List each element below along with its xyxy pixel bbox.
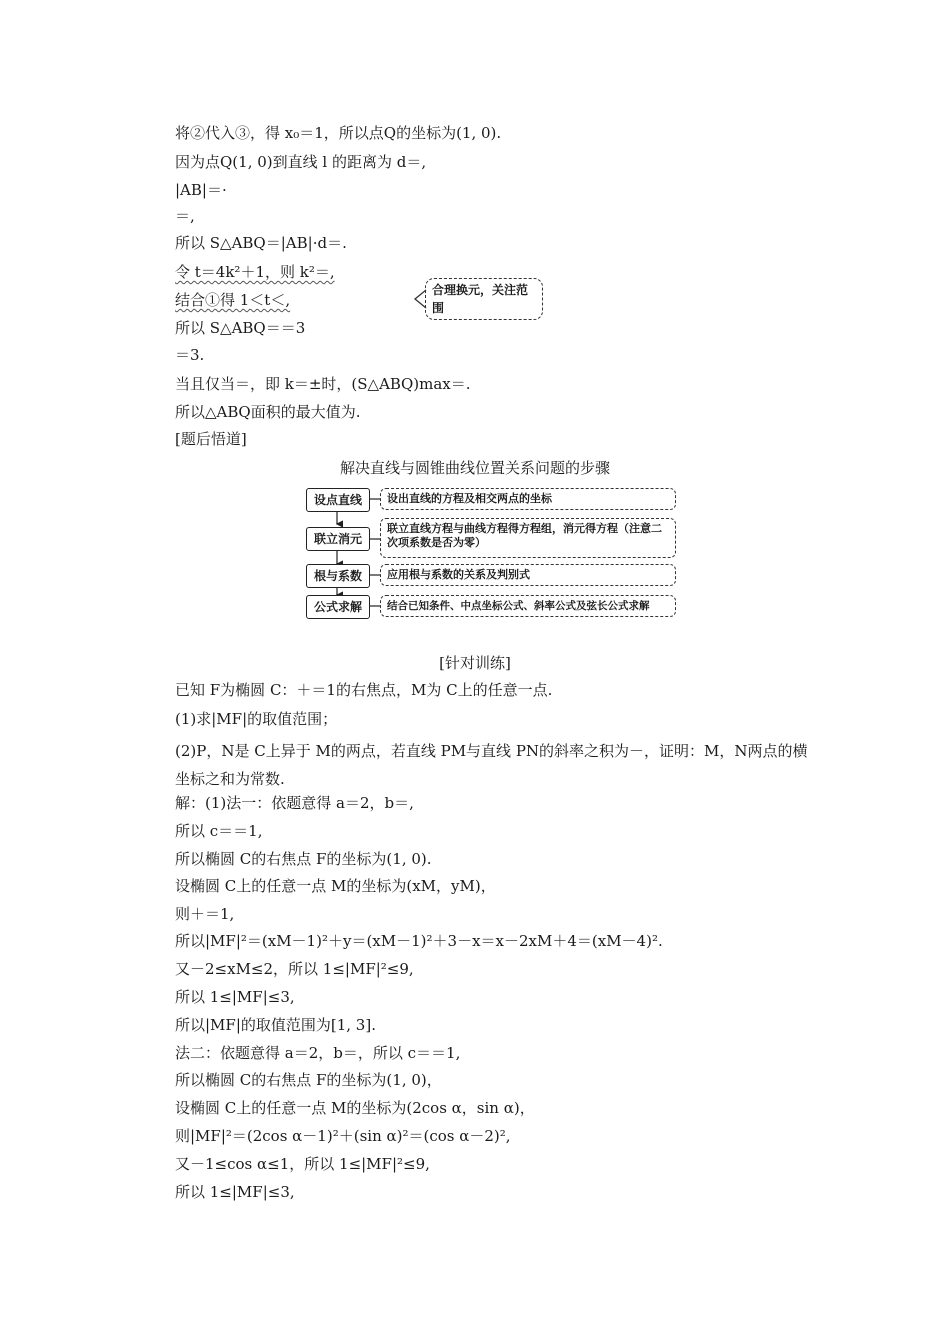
text-line-substitution: 令 t＝4k²＋1，则 k²＝, [175,263,335,281]
step-box: 公式求解 [306,595,370,619]
text-line: 当且仅当＝，即 k＝±时，(S△ABQ)max＝. [175,375,471,393]
text-line-question2: (2)P，N是 C上异于 M的两点，若直线 PM与直线 PN的斜率之积为－，证明：M，N两点的横坐标之和为常数. [175,742,808,788]
step-box: 根与系数 [306,564,370,588]
text-line: 所以 S△ABQ＝|AB|·d＝. [175,234,347,252]
text-line: 所以 1≤|MF|≤3, [175,988,295,1006]
text-line: 所以|MF|的取值范围为[1, 3]. [175,1016,376,1034]
text-line: 所以△ABQ面积的最大值为. [175,403,361,421]
margin-note: 合理换元，关注范围 [425,278,543,320]
step-description: 结合已知条件、中点坐标公式、斜率公式及弦长公式求解 [380,595,676,617]
text-line: (1)求|MF|的取值范围； [175,710,338,728]
text-line: 所以椭圆 C的右焦点 F的坐标为(1, 0). [175,850,432,868]
diagram-title: 解决直线与圆锥曲线位置关系问题的步骤 [339,459,610,477]
text-line: 所以|MF|²＝(xM－1)²＋y＝(xM－1)²＋3－x＝x－2xM＋4＝(xM－4)². [175,932,663,950]
text-line: 所以 1≤|MF|≤3, [175,1183,295,1201]
text-line: 则＋＝1, [175,905,235,923]
step-box: 设点直线 [306,488,370,512]
text-line: 所以椭圆 C的右焦点 F的坐标为(1, 0)， [175,1071,442,1089]
step-description: 应用根与系数的关系及判别式 [380,564,676,586]
text-line: 所以 S△ABQ＝＝3 [175,319,306,337]
text-line: ＝, [175,207,195,225]
text-line-range: 结合①得 1＜t＜, [175,291,291,309]
text-line: 解：(1)法一：依题意得 a＝2，b＝, [175,794,414,812]
text-line: 则|MF|²＝(2cos α－1)²＋(sin α)²＝(cos α－2)², [175,1127,511,1145]
text-line: 所以 c＝＝1, [175,822,263,840]
text-line: ＝3. [175,346,205,364]
training-heading: [针对训练] [439,654,511,672]
text-line: 因为点Q(1, 0)到直线 l 的距离为 d＝, [175,153,427,171]
text-line: 法二：依题意得 a＝2，b＝，所以 c＝＝1, [175,1044,461,1062]
flow-diagram [300,484,680,618]
text-line: 已知 F为椭圆 C：＋＝1的右焦点，M为 C上的任意一点. [175,681,553,699]
step-description: 设出直线的方程及相交两点的坐标 [380,488,676,510]
text-line: 将②代入③，得 x₀＝1，所以点Q的坐标为(1, 0). [175,124,502,142]
text-line: |AB|＝· [175,181,227,199]
text-line: 设椭圆 C上的任意一点 M的坐标为(2cos α，sin α)， [175,1099,535,1117]
step-box: 联立消元 [306,527,370,551]
section-heading: [题后悟道] [175,430,247,448]
text-line: 又－2≤xM≤2，所以 1≤|MF|²≤9, [175,960,414,978]
step-description: 联立直线方程与曲线方程得方程组，消元得方程（注意二次项系数是否为零） [380,518,676,558]
text-line: 设椭圆 C上的任意一点 M的坐标为(xM，yM)， [175,877,496,895]
text-line: 又－1≤cos α≤1，所以 1≤|MF|²≤9, [175,1155,430,1173]
